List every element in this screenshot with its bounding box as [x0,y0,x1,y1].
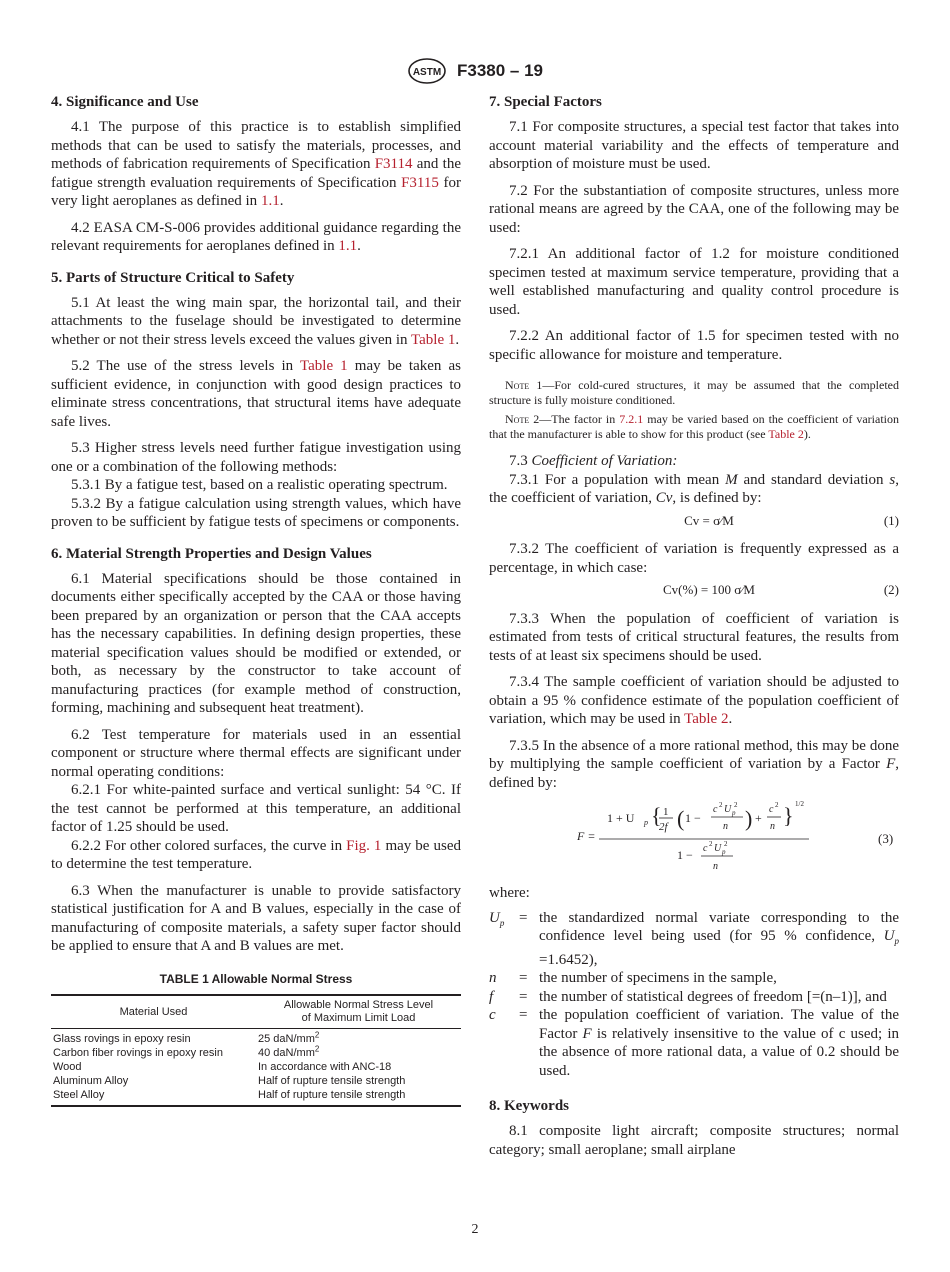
svg-text:): ) [745,806,753,831]
para-6-2-1: 6.2.1 For white-painted surface and vertical sunlight: 54 °C. If the test cannot be performed at this temperature, an additional factor of 1.25 should be used. [51,782,461,835]
definition-row [489,909,899,970]
equation-3 [489,796,899,876]
page-number: 2 [471,1222,479,1237]
where-label: where: [489,885,530,901]
table-cell-stress: Half of rupture tensile strength [258,1075,406,1087]
para-6-3: 6.3 When the manufacturer is unable to provide satisfactory statistical justification for A and B values, especially in the case of manufacturing of composite materials, a safety super factor should be applied to ensure that A and B values are met. [51,882,461,954]
equation-2: Cv(%) = 100 σ⁄M (2) [663,582,899,597]
para-7-1: 7.1 For composite structures, a special test factor that takes into account material variability and the effects of temperature and absorption of moisture must be used. [489,119,899,172]
para-5-2: 5.2 The use of the stress levels in Table 1 may be taken as sufficient evidence, in conjunction with good design practices to eliminate stress concentrations, that structural items have adequate safe lives. [51,358,461,430]
svg-text:(3): (3) [878,831,894,846]
definition-symbol: $U_p$ [489,909,505,928]
ref-table-2-link[interactable]: Table 2 [768,427,804,441]
para-7-3-5: 7.3.5 In the absence of a more rational method, this may be done by multiplying the sample coefficient of variation by a Factor F, defined by: [489,737,899,791]
table-cell-stress: In accordance with ANC-18 [258,1061,392,1073]
svg-text:}: } [783,803,794,828]
table-cell-material: Steel Alloy [51,1088,256,1106]
para-4-2: 4.2 EASA CM-S-006 provides additional guidance regarding the relevant requirements for aeroplanes defined in 1.1. [51,219,461,254]
para-7-3: 7.3 Coefficient of Variation: [509,453,678,469]
svg-text:c: c [769,804,774,815]
svg-text:2: 2 [724,840,728,848]
table-row [51,1088,461,1106]
table-header-material: Material Used [51,995,256,1029]
ref-1-1-link[interactable]: 1.1 [260,193,280,209]
svg-text:2f: 2f [659,821,668,833]
table-cell-stress: 25 daN/$mm^2$ [258,1030,320,1045]
para-7-3-2: 7.3.2 The coefficient of variation is frequently expressed as a percentage, in which case: [489,541,899,576]
ref-fig-1-link[interactable]: Fig. 1 [346,837,382,854]
svg-text:n: n [770,821,775,832]
svg-text:ASTM: ASTM [412,67,442,78]
table-cell-material: Glass rovings in epoxy resin [53,1033,191,1045]
para-7-2: 7.2 For the substantiation of composite structures, unless more rational means are agreed by the CAA, one of the following may be used: [489,182,899,236]
table-cell-material: Aluminum Alloy [53,1075,129,1087]
ref-f3114-link[interactable]: F3114 [374,156,413,172]
para-6-2-2: 6.2.2 For other colored surfaces, the curve in Fig. 1 may be used to determine the test temperature. [51,837,461,872]
para-6-1: 6.1 Material specifications should be those contained in documents either specifically accepted by the CAA or those having been prepared by an organization or person that the CAA accepts has the necessary capabilities. In defining design properties, these material specification values should be modified or extended, or both, as necessary by the constructor to take account of manufacturing practices (for example method of construction, forming, machining and subsequent heat treatment). [51,570,461,716]
svg-text:1/2: 1/2 [795,800,804,808]
definition-equals: = [519,970,528,986]
section-4-heading: 4. Significance and Use [51,94,199,110]
svg-text:2: 2 [734,801,738,809]
svg-text:2: 2 [719,801,723,809]
para-5-3: 5.3 Higher stress levels need further fatigue investigation using one or a combination of the following methods: [51,440,461,475]
ref-f3115-link[interactable]: F3115 [401,174,439,191]
svg-text:F =: F = [577,829,596,843]
svg-text:n: n [723,821,728,832]
definition-text: the number of statistical degrees of freedom [=(n–1)], and [539,988,887,1005]
page-header [0,58,950,84]
svg-text:n: n [713,861,718,872]
table-row [51,1046,461,1060]
definition-equals: = [519,988,528,1005]
ref-7-2-1-link[interactable]: 7.2.1 [619,412,644,426]
svg-text:p: p [644,818,648,827]
table-row [51,1029,461,1047]
table-row [51,1074,461,1088]
svg-text:c: c [703,843,708,854]
svg-text:c: c [713,804,718,815]
definition-row [489,1006,899,1080]
para-5-3-1: 5.3.1 By a fatigue test, based on a realistic operating spectrum. [71,477,448,493]
table-cell-stress: Half of rupture tensile strength [256,1088,461,1106]
definition-equals: = [519,909,528,926]
para-5-1: 5.1 At least the wing main spar, the horizontal tail, and their attachments to the fuselage should be investigated to determine whether or not their stress levels exceed the values given in Table 1. [51,294,461,348]
ref-table-2-link[interactable]: Table 2 [684,711,729,727]
table-cell-material: Wood [53,1061,82,1073]
para-6-2: 6.2 Test temperature for materials used in an essential component or structure where thermal effects are significant under normal operating conditions: [51,726,461,780]
right-column [489,92,899,1167]
table-cell-material: Carbon fiber rovings in epoxy resin [53,1047,223,1059]
section-5-heading: 5. Parts of Structure Critical to Safety [51,269,295,286]
para-7-3-1: 7.3.1 For a population with mean M and standard deviation s, the coefficient of variation, Cv, is defined by: [489,471,899,506]
svg-text:1 −: 1 − [677,848,693,862]
table-cell-stress: 40 daN/$mm^2$ [258,1044,320,1059]
note-2: Note 2—The factor in 7.2.1 may be varied based on the coefficient of variation that the manufacturer is able to show for this product (see Table 2). [489,412,900,441]
para-8-1: 8.1 composite light aircraft; composite structures; normal category; small aeroplane; small airplane [489,1123,899,1158]
document-id: F3380 – 19 [456,61,543,80]
definition-row [489,988,899,1007]
svg-text:U: U [714,843,722,854]
svg-text:2: 2 [775,801,779,809]
variable-definitions [489,909,899,1081]
para-7-3-3: 7.3.3 When the population of coefficient of variation is estimated from tests of critical structural features, the results from tests of at least six specimens should be used. [489,610,899,664]
left-column [51,92,461,1107]
para-7-3-4: 7.3.4 The sample coefficient of variation should be adjusted to obtain a 95 % confidence estimate of the population coefficient of variation, which may be used in Table 2. [489,674,899,727]
equation-1: Cv = σ⁄M (1) [684,512,899,528]
definition-symbol: n [489,970,497,986]
table-header-stress: Allowable Normal Stress Level of Maximum Limit Load [256,995,461,1029]
definition-row [489,969,899,988]
svg-text:U: U [724,804,732,815]
note-1: Note 1—For cold-cured structures, it may be assumed that the completed structure is fully moisture conditioned. [489,378,899,407]
definition-text: the number of specimens in the sample, [539,970,777,986]
section-8-heading: 8. Keywords [489,1098,569,1114]
definition-text: the standardized normal variate corresponding to the confidence level being used (for 95 % confidence, $U_p =1.6452$), [539,909,899,968]
ref-1-1-link[interactable]: 1.1 [338,238,358,254]
table-1-title: TABLE 1 Allowable Normal Stress [159,971,353,986]
svg-text:+: + [755,811,762,825]
svg-text:1 −: 1 − [685,811,701,825]
para-7-2-2: 7.2.2 An additional factor of 1.5 for specimen tested with no specific allowance for moisture and temperature. [489,328,899,363]
definition-text: the population coefficient of variation. The value of the Factor F is relatively insensitive to the value of c used; in the absence of more rational data, a value of 0.2 should be used. [539,1007,899,1079]
svg-text:p: p [722,848,726,856]
svg-text:(: ( [677,806,685,831]
ref-table-1-link[interactable]: Table 1 [300,358,348,374]
svg-text:1: 1 [663,806,669,818]
svg-text:{: { [651,803,662,828]
table-row [51,1060,461,1074]
para-4-1: 4.1 The purpose of this practice is to establish simplified methods that can be used to satisfy the materials, processes, and methods of fabrication requirements of Specification F3114 and the fatigue strength evaluation requirements of Specification F3115 for very light aeroplanes as defined in 1.1. [51,119,461,209]
svg-text:2: 2 [709,840,713,848]
section-7-heading: 7. Special Factors [489,94,602,110]
svg-text:p: p [732,809,736,817]
para-5-3-2: 5.3.2 By a fatigue calculation using strength values, which have proven to be sufficient by fatigue tests of specimens or components. [51,495,461,530]
ref-table-1-link[interactable]: Table 1 [411,331,456,348]
definition-symbol: c [489,1007,496,1023]
astm-logo-icon [407,58,447,84]
definition-equals: = [519,1007,528,1023]
svg-text:1 + U: 1 + U [607,811,635,825]
table-1 [51,994,461,1107]
section-6-heading: 6. Material Strength Properties and Design Values [51,545,372,562]
definition-symbol: f [489,988,494,1005]
para-7-2-1: 7.2.1 An additional factor of 1.2 for moisture conditioned specimen tested at maximum service temperature, providing that a well established manufacturing and quality control procedure is used. [489,246,899,318]
